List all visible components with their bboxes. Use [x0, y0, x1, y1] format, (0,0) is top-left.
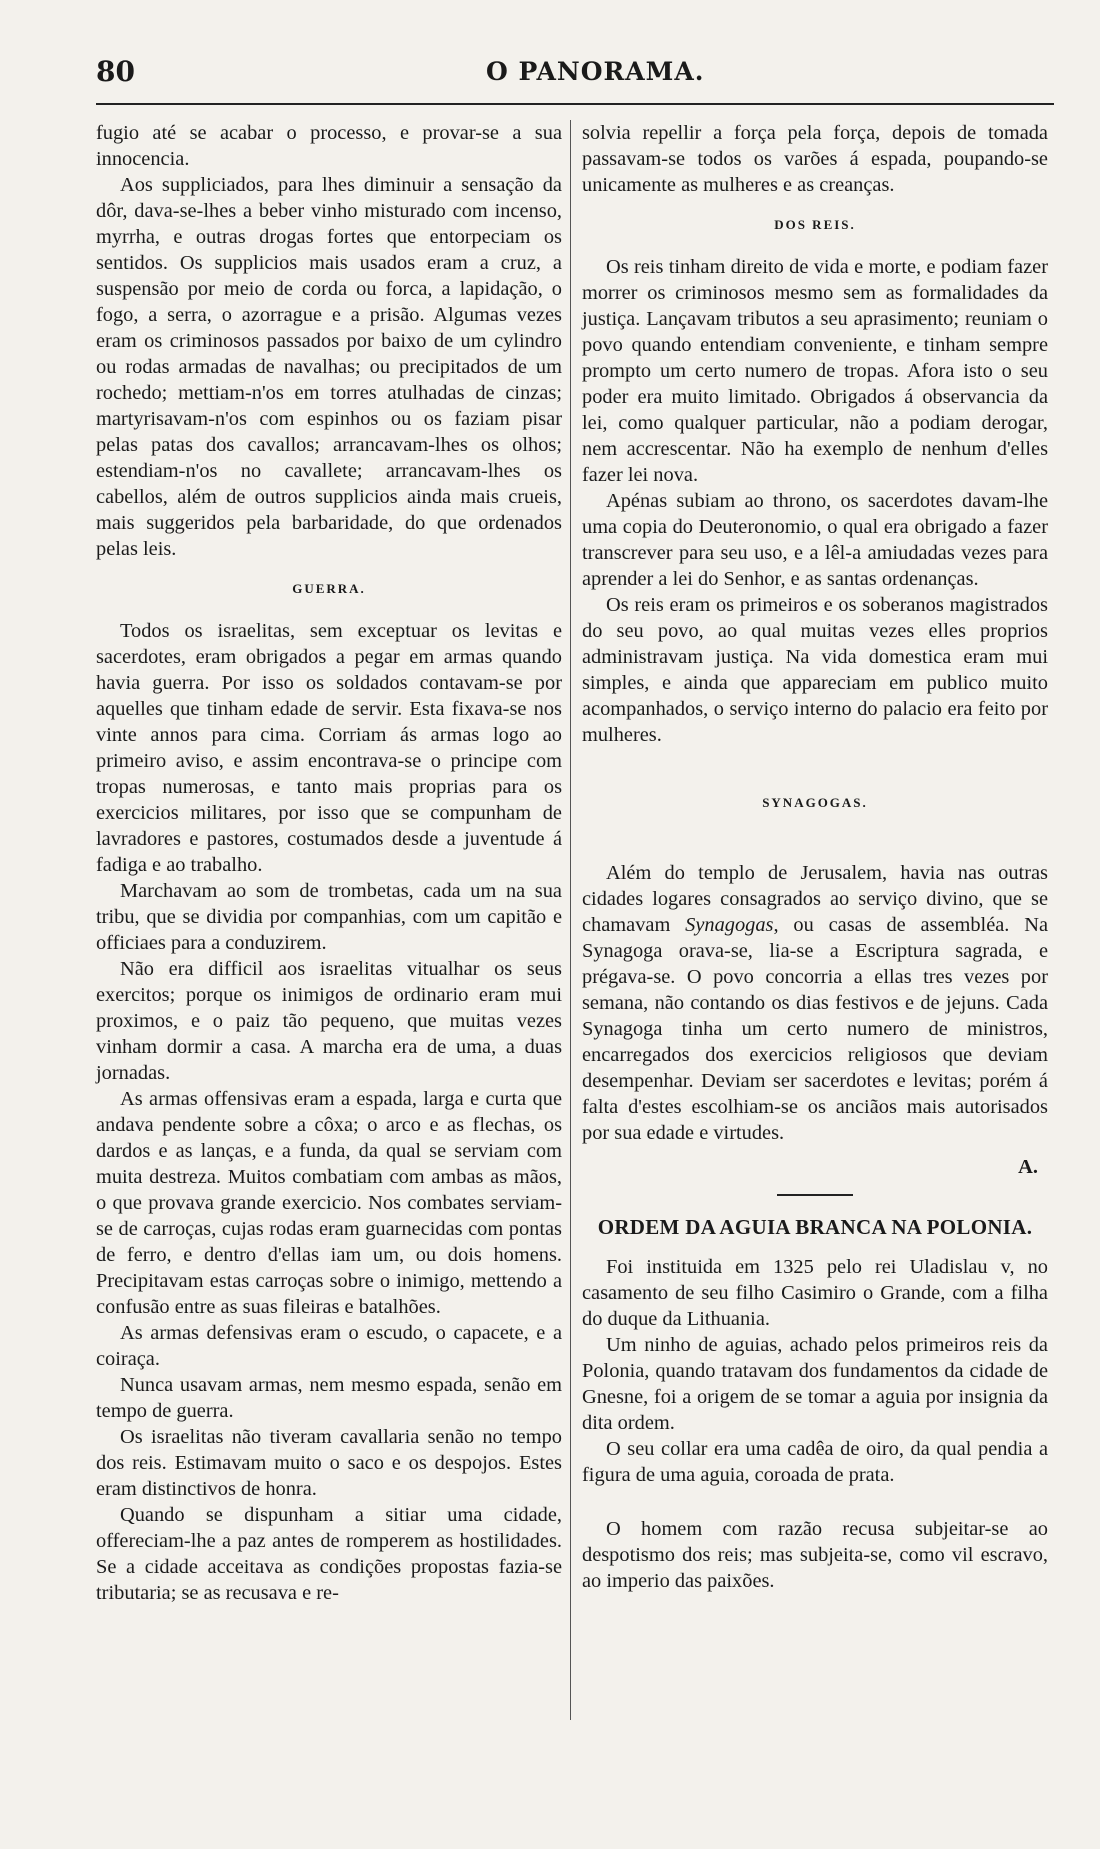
spacer — [582, 832, 1048, 860]
paragraph: O homem com razão recusa subjeitar-se ao despotismo dos reis; mas subjeita-se, como vil escravo, ao imperio das paixões. — [582, 1518, 1048, 1592]
paragraph — [582, 860, 1048, 1146]
journal-title: O PANORAMA. — [486, 57, 705, 86]
section-heading-reis: DOS REIS. — [774, 217, 856, 232]
spacer — [582, 748, 1048, 776]
paragraph: Todos os israelitas, sem exceptuar os levitas e sacerdotes, eram obrigados a pegar em armas quando havia guerra. Por isso os soldados contavam-se por aquelles que tinham edade de servir. Esta fixava-se nos vinte annos para cima. Corriam ás armas logo ao primeiro aviso, e assim encontrava-se o principe com tropas numerosas, e tanto mais proprias para os exercicios militares, por isso que se compunham de lavradores e pastores, costumados desde a juventude á fadiga e ao trabalho. — [96, 620, 562, 876]
paragraph: Apénas subiam ao throno, os sacerdotes davam-lhe uma copia do Deuteronomio, o qual era obrigado a fazer transcrever para seu uso, e a lêl-a amiudadas vezes para aprender a lei do Senhor, e as santas ordenanças. — [582, 490, 1048, 590]
spacer — [582, 1488, 1048, 1516]
paragraph: fugio até se acabar o processo, e provar-se a sua innocencia. — [96, 122, 562, 170]
header-rule — [96, 103, 1054, 105]
paragraph: Os israelitas não tiveram cavallaria senão no tempo dos reis. Estimavam muito o saco e os despojos. Estes eram distinctivos de honra. — [96, 1426, 562, 1500]
column-divider — [570, 120, 571, 1720]
paragraph: O seu collar era uma cadêa de oiro, da qual pendia a figura de uma aguia, coroada de prata. — [582, 1438, 1048, 1486]
page-number: 80 — [96, 55, 135, 88]
left-column — [96, 120, 562, 1606]
paragraph: Não era difficil aos israelitas vitualhar os seus exercitos; porque os inimigos de ordinario eram mui proximos, e o paiz tão pequeno, que muitas vezes vinham dormir a casa. A marcha era de uma, a duas jornadas. — [96, 958, 562, 1084]
section-heading-guerra: GUERRA. — [292, 581, 366, 596]
paragraph: As armas offensivas eram a espada, larga e curta que andava pendente sobre a côxa; o arco e as flechas, os dardos e as lanças, e a funda, da qual se serviam com muita destreza. Muitos combatiam com ambas as mãos, o que provava grande exercicio. Nos combates serviam-se de carroças, cujas rodas eram guarnecidas com pontas de ferro, e dentro d'ellas iam um, ou dois homens. Precipitavam estas carroças sobre o inimigo, mettendo a confusão entre as suas fileiras e batalhões. — [96, 1088, 562, 1318]
article-title: ORDEM DA AGUIA BRANCA NA POLONIA. — [597, 1215, 1033, 1239]
section-rule — [777, 1194, 853, 1196]
section-heading-synagogas: SYNAGOGAS. — [762, 795, 868, 810]
paragraph: Um ninho de aguias, achado pelos primeiros reis da Polonia, quando tratavam dos fundamentos da cidade de Gnesne, foi a origem de se tomar a aguia por insignia da dita ordem. — [582, 1334, 1048, 1434]
paragraph: solvia repellir a força pela força, depois de tomada passavam-se todos os varões á espada, poupando-se unicamente as mulheres e as creanças. — [582, 122, 1048, 196]
author-signature: A. — [1018, 1156, 1038, 1178]
text-run: , ou casas de assembléa. Na Synagoga orava-se, lia-se a Escriptura sagrada, e prégava-se. O povo concorria a ellas tres vezes por semana, não contando os dias festivos e de jejuns. Cada Synagoga tinha um certo numero de ministros, encarregados dos exercicios religiosos que deviam desempenhar. Deviam ser sacerdotes e levitas; porém á falta d'estes escolhiam-se os anciãos mais autorisados por sua edade e virtudes. — [582, 914, 1048, 1144]
paragraph: As armas defensivas eram o escudo, o capacete, e a coiraça. — [96, 1322, 562, 1370]
paragraph: Foi instituida em 1325 pelo rei Uladislau v, no casamento de seu filho Casimiro o Grande, com a filha do duque da Lithuania. — [582, 1256, 1048, 1330]
right-column — [582, 120, 1048, 1594]
text-run: Além do templo de Jerusalem, havia nas outras cidades logares consagrados ao serviço divino, que se chamavam — [582, 862, 1048, 936]
paragraph: Aos suppliciados, para lhes diminuir a sensação da dôr, dava-se-lhes a beber vinho misturado com incenso, myrrha, e outras drogas fortes que entorpeciam os sentidos. Os supplicios mais usados eram a cruz, a suspensão por meio de corda ou forca, a lapidação, o fogo, a serra, o azorrague e a prisão. Algumas vezes eram os criminosos passados por baixo de um cylindro ou rodas armadas de navalhas; ou precipitados de um rochedo; mettiam-n'os em torres atulhadas de cinzas; martyrisavam-n'os com espinhos ou os faziam pisar pelas patas dos cavallos; arrancavam-lhes os olhos; estendiam-n'os no cavallete; arrancavam-lhes os cabellos, além de outros supplicios ainda mais crueis, mais suggeridos pela barbaridade, do que ordenados pelas leis. — [96, 174, 562, 560]
paragraph: Quando se dispunham a sitiar uma cidade, offereciam-lhe a paz antes de romperem as hostilidades. Se a cidade acceitava as condições propostas fazia-se tributaria; se as recusava e re- — [96, 1504, 562, 1604]
paragraph: Os reis eram os primeiros e os soberanos magistrados do seu povo, ao qual muitas vezes elles proprios administravam justiça. Na vida domestica eram mui simples, e ainda que appareciam em publico muito acompanhados, o serviço interno do palacio era feito por mulheres. — [582, 594, 1048, 746]
paragraph: Nunca usavam armas, nem mesmo espada, senão em tempo de guerra. — [96, 1374, 562, 1422]
paragraph: Os reis tinham direito de vida e morte, e podiam fazer morrer os criminosos mesmo sem as formalidades da justiça. Lançavam tributos a seu aprasimento; reuniam o povo quando entendiam conveniente, e tinham sempre prompto um certo numero de tropas. Afora isto o seu poder era muito limitado. Obrigados á observancia da lei, como qualquer particular, não a podiam derogar, nem accrescentar. Não ha exemplo de nenhum d'elles fazer lei nova. — [582, 256, 1048, 486]
italic-term: Synagogas — [685, 914, 774, 936]
paragraph: Marchavam ao som de trombetas, cada um na sua tribu, que se dividia por companhias, com um capitão e officiaes para a conduzirem. — [96, 880, 562, 954]
page-header — [96, 55, 1036, 95]
